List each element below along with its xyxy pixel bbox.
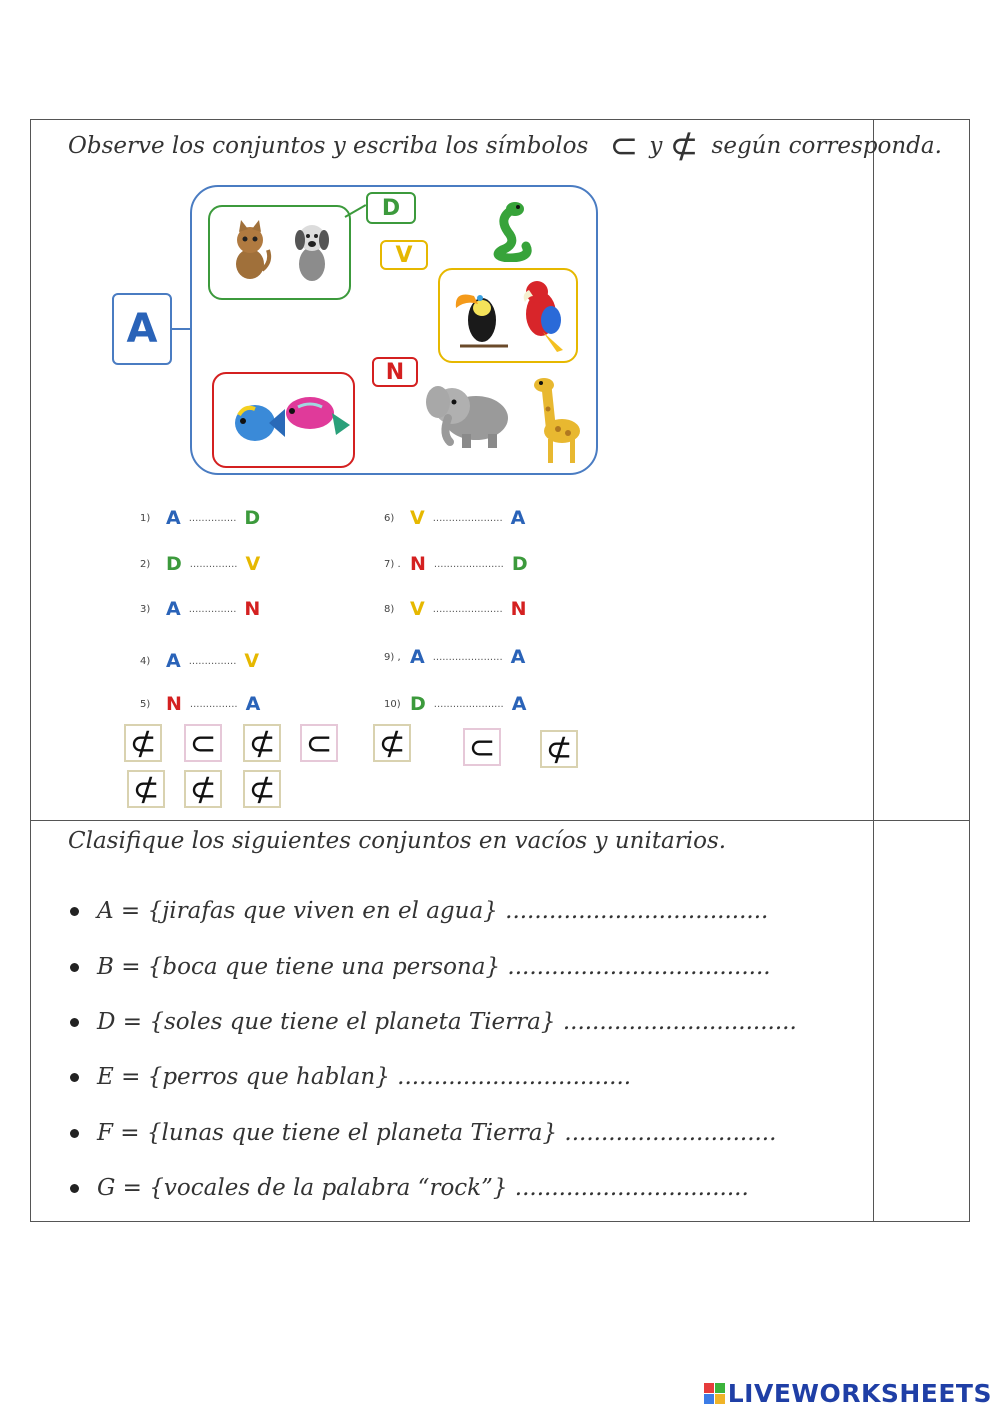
set-letter: D [511, 553, 528, 575]
instruction-text: Observe los conjuntos y escriba los símbolos [68, 133, 589, 159]
set-d-label: D [366, 192, 416, 224]
set-letter: D [410, 693, 426, 715]
answer-blank[interactable]: ............... [189, 698, 238, 710]
set-letter: A [166, 598, 181, 620]
column-divider [873, 120, 874, 1221]
symbol-tile[interactable]: ⊂ [184, 724, 222, 762]
answer-blank[interactable]: ............... [188, 603, 237, 615]
exercise-8 [384, 597, 527, 621]
symbol-tile[interactable]: ⊂ [463, 728, 501, 766]
symbol-tile[interactable]: ⊄ [540, 730, 578, 768]
list-item-text: A = {jirafas que viven en el agua} .................................... [97, 898, 769, 924]
exercise-1 [140, 506, 260, 530]
set-letter: N [510, 598, 527, 620]
subset-symbol: ⊂ [609, 126, 639, 166]
answer-blank[interactable]: ...................... [432, 512, 503, 524]
giraffe-icon [526, 373, 588, 465]
set-letter: V [410, 507, 425, 529]
set-letter: A [245, 693, 261, 715]
exercise-4 [140, 649, 259, 673]
exercise-number: 1) [140, 512, 151, 524]
list-item [70, 1175, 749, 1201]
connector-line [172, 328, 192, 330]
set-letter: A [511, 693, 527, 715]
set-letter: A [510, 646, 526, 668]
set-letter: V [245, 553, 261, 575]
elephant-icon [422, 378, 514, 450]
bullet-icon [70, 1129, 79, 1138]
row-divider [31, 820, 969, 821]
brand-text: LIVEWORKSHEETS [727, 1379, 992, 1408]
list-item-text: G = {vocales de la palabra “rock”} ................................ [97, 1175, 749, 1201]
instruction-connector: y [649, 133, 663, 159]
set-a-label: A [112, 293, 172, 365]
bullet-icon [70, 1018, 79, 1027]
exercise-number: 5) [140, 698, 151, 710]
exercise-3 [140, 597, 260, 621]
answer-blank[interactable]: ............... [188, 512, 237, 524]
set-letter: A [410, 646, 425, 668]
list-item [70, 954, 771, 980]
symbol-tile[interactable]: ⊄ [243, 770, 281, 808]
symbol-tile[interactable]: ⊄ [373, 724, 411, 762]
bullet-icon [70, 1073, 79, 1082]
answer-blank[interactable]: ............... [188, 655, 237, 667]
part1-instruction [68, 126, 942, 166]
set-n-label: N [372, 357, 418, 387]
answer-blank[interactable]: ............... [189, 558, 238, 570]
not-subset-symbol: ⊄ [669, 126, 699, 166]
answer-blank[interactable]: ...................... [432, 651, 503, 663]
answer-blank[interactable]: ...................... [433, 558, 504, 570]
list-item-text: D = {soles que tiene el planeta Tierra} ................................ [97, 1009, 797, 1035]
list-item-text: F = {lunas que tiene el planeta Tierra} ............................. [97, 1120, 777, 1146]
list-item [70, 1009, 797, 1035]
exercise-9 [384, 645, 525, 669]
liveworksheets-logo [704, 1379, 992, 1408]
symbol-tile[interactable]: ⊂ [300, 724, 338, 762]
set-letter: D [166, 553, 182, 575]
part2-instruction: Clasifique los siguientes conjuntos en vacíos y unitarios. [68, 828, 727, 854]
bullet-icon [70, 963, 79, 972]
exercise-number: 7) . [384, 558, 401, 570]
set-letter: N [410, 553, 426, 575]
set-letter: A [510, 507, 526, 529]
exercise-10 [384, 692, 526, 716]
parrot-icon [513, 276, 573, 354]
exercise-5 [140, 692, 260, 716]
exercise-6 [384, 506, 525, 530]
list-item [70, 1064, 631, 1090]
exercise-number: 2) [140, 558, 151, 570]
list-item [70, 1120, 776, 1146]
exercise-number: 3) [140, 603, 151, 615]
list-item [70, 898, 768, 924]
exercise-number: 8) [384, 603, 395, 615]
symbol-tile[interactable]: ⊄ [124, 724, 162, 762]
exercise-2 [140, 552, 260, 576]
sets-diagram [110, 180, 610, 485]
set-letter: V [244, 650, 260, 672]
snake-icon [488, 198, 536, 262]
logo-icon [704, 1383, 725, 1404]
exercise-number: 4) [140, 655, 151, 667]
exercise-number: 10) [384, 698, 401, 710]
instruction-text-end: según corresponda. [711, 133, 942, 159]
set-letter: V [410, 598, 425, 620]
set-letter: N [166, 693, 182, 715]
set-letter: A [166, 507, 181, 529]
bullet-icon [70, 907, 79, 916]
exercise-number: 9) , [384, 651, 401, 663]
symbol-tile[interactable]: ⊄ [184, 770, 222, 808]
set-v-label: V [380, 240, 428, 270]
answer-blank[interactable]: ...................... [432, 603, 503, 615]
list-item-text: E = {perros que hablan} ................................ [97, 1064, 632, 1090]
exercise-number: 6) [384, 512, 395, 524]
dog-icon [288, 218, 334, 284]
bullet-icon [70, 1184, 79, 1193]
symbol-tile[interactable]: ⊄ [127, 770, 165, 808]
set-letter: A [166, 650, 181, 672]
list-item-text: B = {boca que tiene una persona} .................................... [97, 954, 771, 980]
set-letter: D [244, 507, 261, 529]
answer-blank[interactable]: ...................... [433, 698, 504, 710]
fish-pink-icon [278, 385, 350, 445]
set-letter: N [244, 598, 261, 620]
toucan-icon [452, 278, 512, 354]
cat-icon [228, 220, 274, 282]
exercise-7 [384, 552, 528, 576]
symbol-tile[interactable]: ⊄ [243, 724, 281, 762]
